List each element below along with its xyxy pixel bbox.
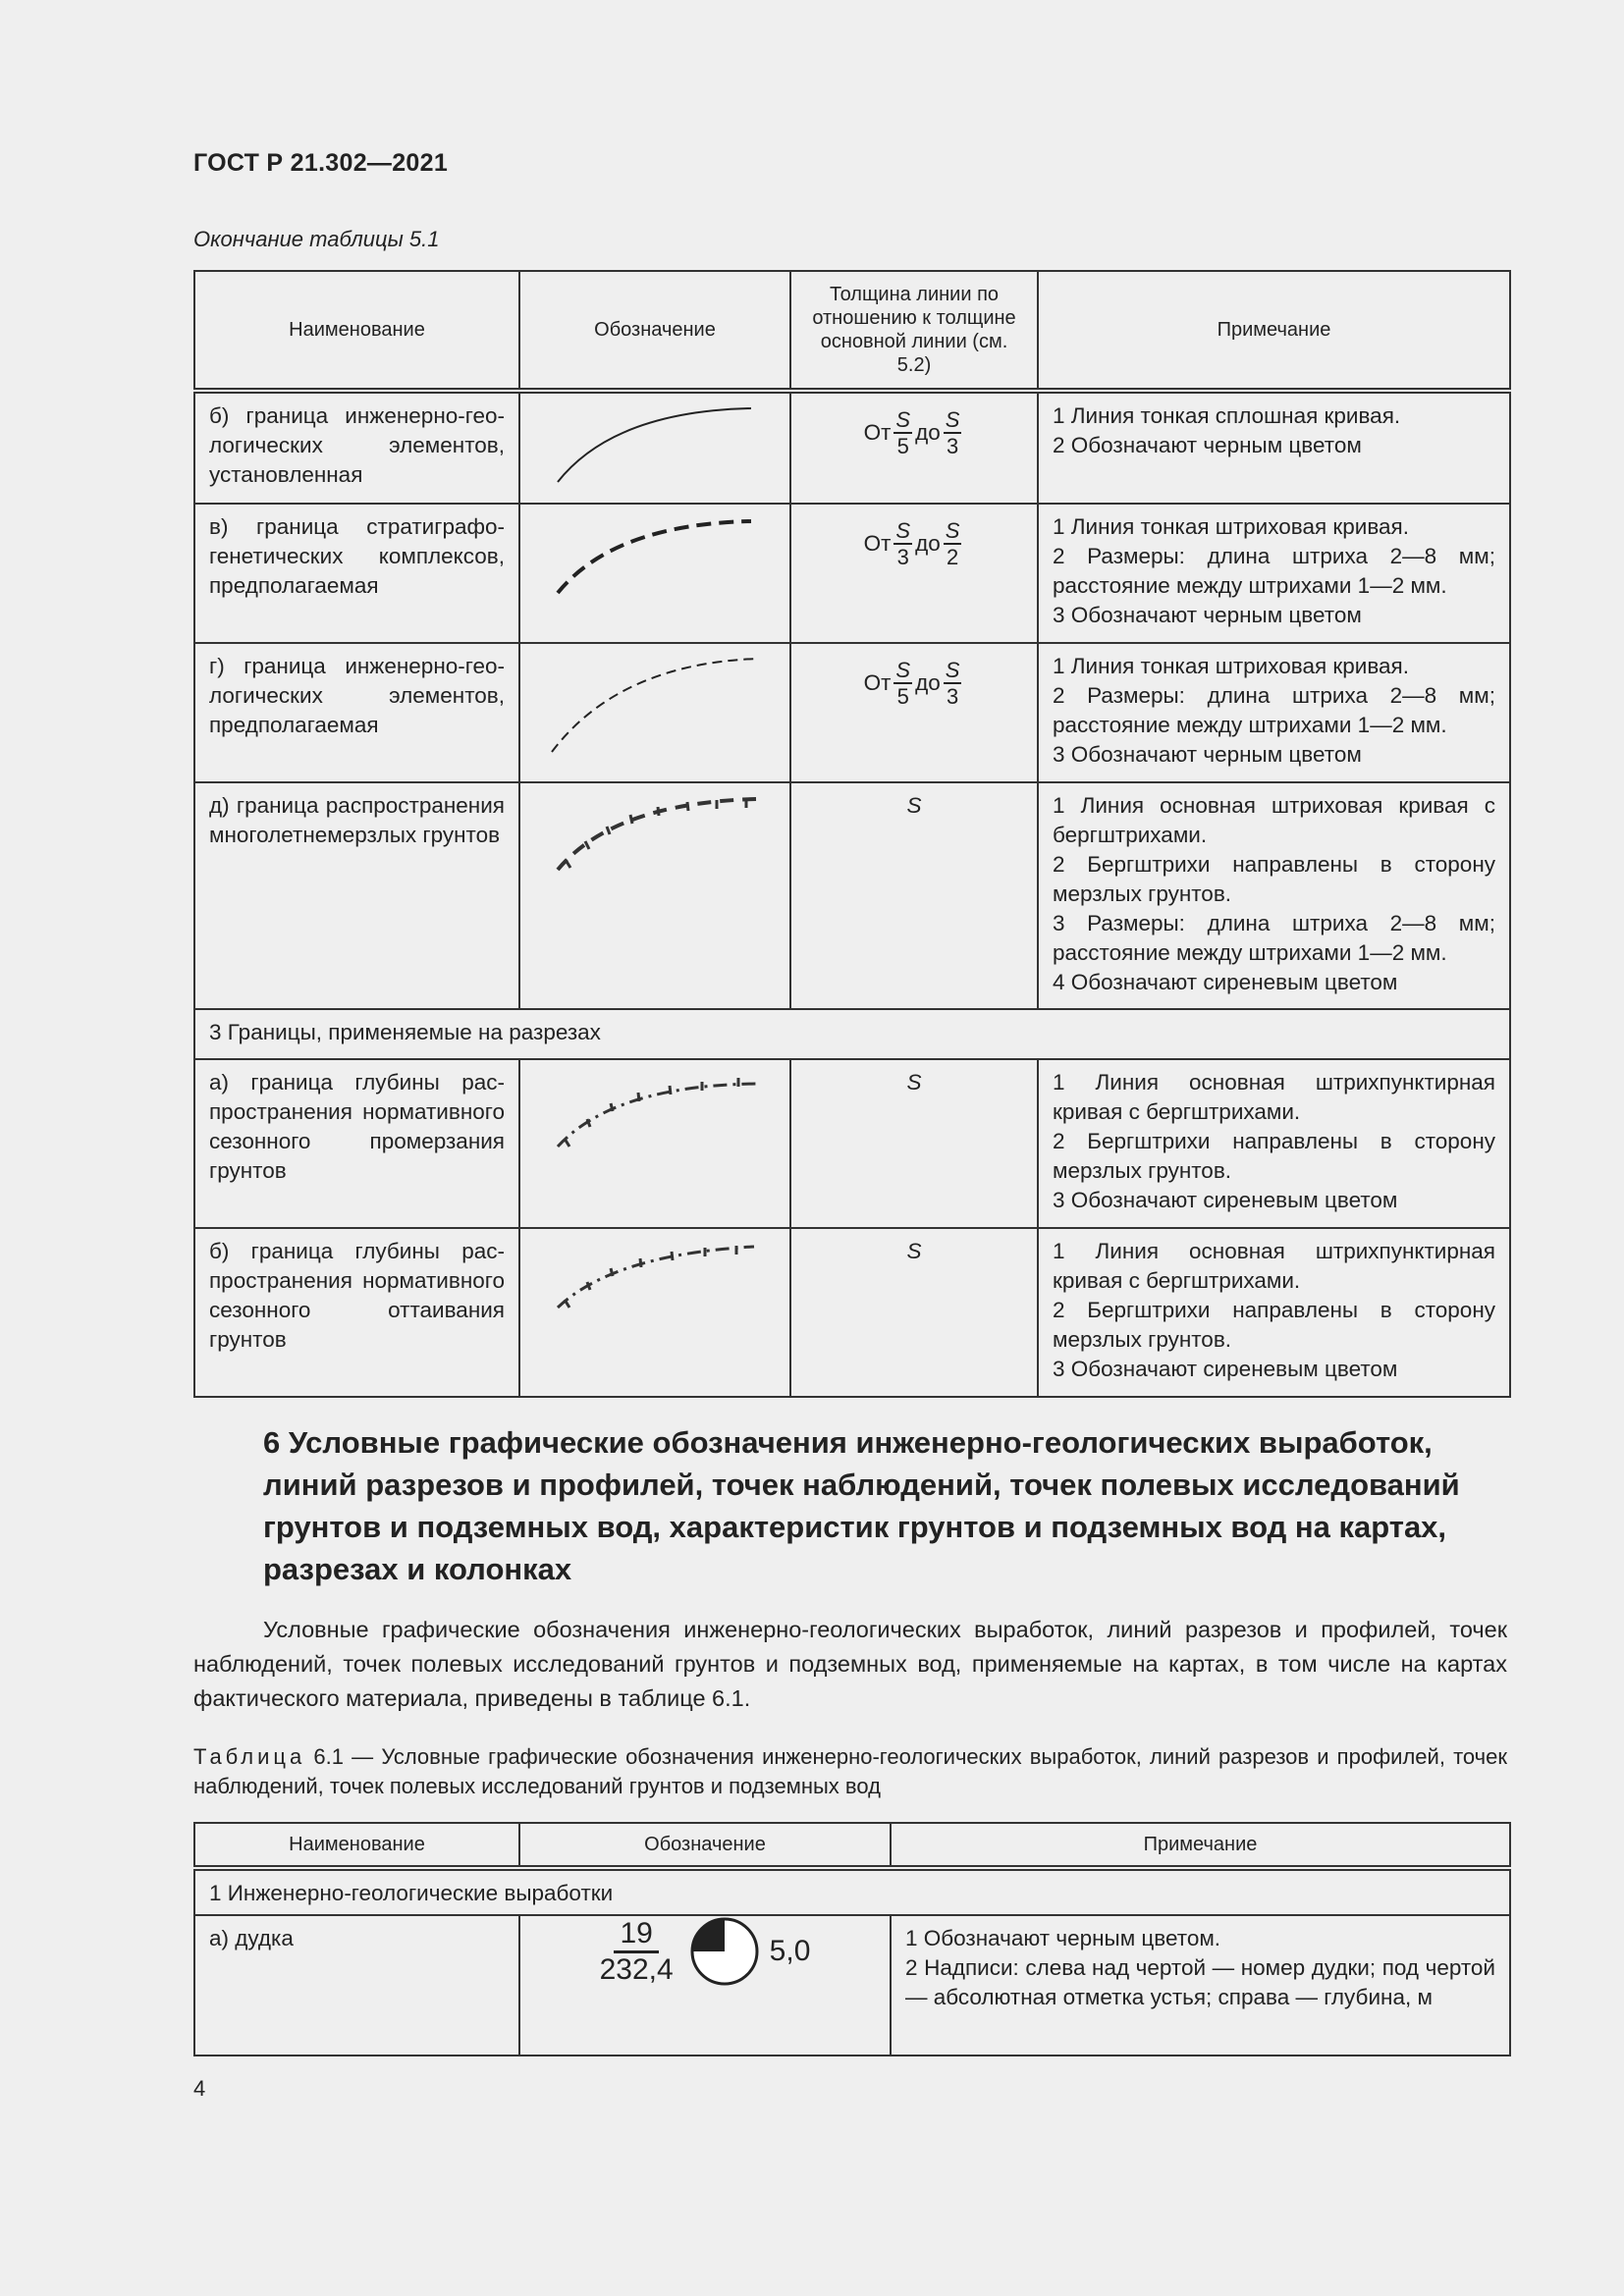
symbol-dashed-curve-thick: [519, 504, 790, 643]
dudka-depth: 5,0: [769, 1935, 811, 1967]
section-row: [194, 1009, 1510, 1059]
caption-label: Таблица: [193, 1744, 306, 1769]
thk-s: S: [906, 1070, 922, 1095]
section-6-paragraph: Условные графические обозначения инженерно-геологических выработок, линий разрезов и профилей, точек наблюдений, точек полевых исследований грунтов и подземных вод, применяемые на картах, в том числе на картах фактического материала, приведены в таблице 6.1.: [193, 1617, 1507, 1711]
row-note: 1 Линия тонкая штриховая кривая. 2 Размеры: длина штриха 2—8 мм; расстояние между штрихами 1—2 мм. 3 Обозначают черным цветом: [1038, 504, 1510, 643]
col-header-thickness: Толщина линии по отношению к толщине основной линии (см. 5.2): [790, 271, 1038, 391]
thk-den1: 5: [896, 684, 909, 709]
section-title: 3 Границы, применяемые на разрезах: [194, 1009, 1510, 1059]
row-name: д) граница распространения многолетнемерзлых грунтов: [194, 782, 519, 1009]
thk-num2: S: [945, 518, 960, 543]
row-note: 1 Линия основная штрихпунктирная кривая с бергштрихами. 2 Бергштрихи направлены в сторону мерзлых грунтов. 3 Обозначают сиреневым цветом: [1038, 1228, 1510, 1397]
table-5-1: [193, 270, 1511, 1398]
thk-s: S: [906, 793, 922, 818]
symbol-dashed-curve-thin: [519, 643, 790, 782]
dudka-circle-icon: [689, 1916, 760, 1987]
section-title: 1 Инженерно-геологические выработки: [194, 1868, 1510, 1915]
thk-s: S: [906, 1239, 922, 1263]
section-6-heading: 6 Условные графические обозначения инженерно-геологических выработок, линий разрезов и профилей, точек наблюдений, точек полевых исследований грунтов и подземных вод, характеристик грунтов и подземных вод на картах, разрезах и колонках: [263, 1425, 1460, 1586]
row-name: а) дудка: [194, 1915, 519, 2056]
row-note: 1 Обозначают черным цветом. 2 Надписи: слева над чертой — номер дудки; под чертой — абсолютная отметка устья; справа — глубина, м: [891, 1915, 1510, 2056]
thk-den2: 3: [946, 434, 959, 458]
symbol-dashed-curve-bergstrokes: [519, 782, 790, 1009]
thickness-cell: [790, 643, 1038, 782]
section-row: [194, 1868, 1510, 1915]
thk-mid: до: [915, 531, 941, 556]
row-note: 1 Линия тонкая сплошная кривая. 2 Обозначают черным цветом: [1038, 391, 1510, 504]
thickness-cell: [790, 1059, 1038, 1228]
symbol-dashdot-curve-bergstrokes: [519, 1059, 790, 1228]
row-note: 1 Линия основная штриховая кривая с бергштрихами. 2 Бергштрихи направлены в сторону мерзлых грунтов. 3 Размеры: длина штриха 2—8 мм; расстояние между штрихами 1—2 мм. 4 Обозначают сиреневым цветом: [1038, 782, 1510, 1009]
thk-den1: 5: [896, 434, 909, 458]
row-name: а) граница глубины распространения нормативного сезонного промерзания грунтов: [194, 1059, 519, 1228]
table-row: [194, 1059, 1510, 1228]
thk-num2: S: [945, 407, 960, 432]
dudka-number: 19: [614, 1917, 658, 1953]
thk-prefix: От: [863, 670, 892, 695]
col-header-name: Наименование: [194, 1823, 519, 1868]
table-row: [194, 643, 1510, 782]
row-name: б) граница инженерно-геологических элементов, установленная: [194, 391, 519, 504]
thickness-cell: [790, 1228, 1038, 1397]
col-header-note: Примечание: [891, 1823, 1510, 1868]
thk-num1: S: [895, 407, 911, 432]
thk-mid: до: [915, 420, 941, 445]
thk-num2: S: [945, 658, 960, 682]
thk-den1: 3: [896, 545, 909, 569]
symbol-solid-curve: [519, 391, 790, 504]
row-name: б) граница глубины распространения нормативного сезонного оттаивания грунтов: [194, 1228, 519, 1397]
thk-prefix: От: [863, 531, 892, 556]
table-row: [194, 504, 1510, 643]
row-note: 1 Линия основная штрихпунктирная кривая с бергштрихами. 2 Бергштрихи направлены в сторону мерзлых грунтов. 3 Обозначают сиреневым цветом: [1038, 1059, 1510, 1228]
doc-header: ГОСТ Р 21.302—2021: [193, 149, 449, 177]
dudka-elevation: 232,4: [599, 1952, 674, 1986]
col-header-name: Наименование: [194, 271, 519, 391]
thk-num1: S: [895, 658, 911, 682]
table-continuation-caption: Окончание таблицы 5.1: [193, 227, 440, 251]
symbol-dudka: [519, 1915, 891, 2056]
table-row: [194, 1228, 1510, 1397]
table-6-1-caption: [193, 1742, 1507, 1801]
thk-prefix: От: [863, 420, 892, 445]
row-note: 1 Линия тонкая штриховая кривая. 2 Размеры: длина штриха 2—8 мм; расстояние между штрихами 1—2 мм. 3 Обозначают черным цветом: [1038, 643, 1510, 782]
col-header-symbol: Обозначение: [519, 1823, 891, 1868]
symbol-dashdot-curve-bergstrokes: [519, 1228, 790, 1397]
row-name: г) граница инженерно-геологических элементов, предполагаемая: [194, 643, 519, 782]
thickness-cell: [790, 782, 1038, 1009]
thickness-cell: [790, 504, 1038, 643]
caption-text: 6.1 — Условные графические обозначения инженерно-геологических выработок, линий разрезов и профилей, точек наблюдений, точек полевых исследований грунтов и подземных вод: [193, 1744, 1507, 1798]
col-header-symbol: Обозначение: [519, 271, 790, 391]
table-row: [194, 782, 1510, 1009]
table-header-row: [194, 1823, 1510, 1868]
col-header-note: Примечание: [1038, 271, 1510, 391]
page-number: 4: [193, 2076, 206, 2101]
thk-mid: до: [915, 670, 941, 695]
thk-num1: S: [895, 518, 911, 543]
row-name: в) граница стратиграфогенетических комплексов, предполагаемая: [194, 504, 519, 643]
table-row: [194, 391, 1510, 504]
table-header-row: [194, 271, 1510, 391]
thk-den2: 3: [946, 684, 959, 709]
thk-den2: 2: [946, 545, 959, 569]
table-6-1: [193, 1822, 1511, 2056]
thickness-cell: [790, 391, 1038, 504]
table-row: [194, 1915, 1510, 2056]
